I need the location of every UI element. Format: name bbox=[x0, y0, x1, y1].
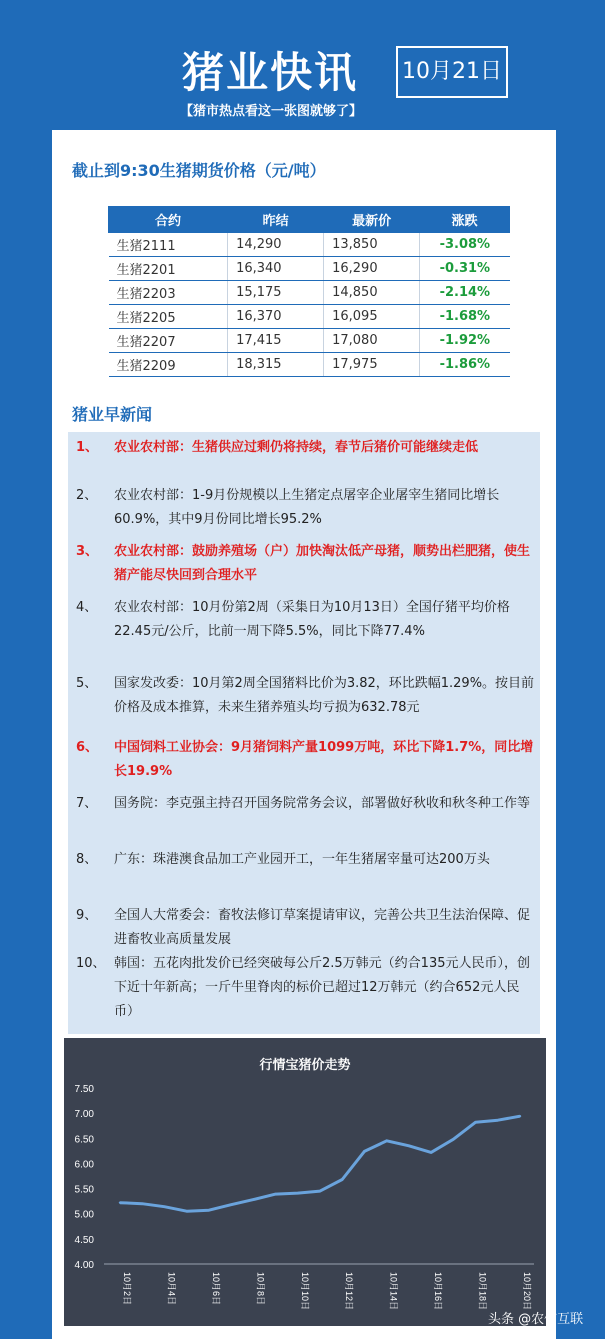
news-number: 10、 bbox=[76, 956, 106, 971]
data-point bbox=[319, 1190, 321, 1192]
table-header-cell: 最新价 bbox=[324, 207, 420, 233]
chart-title: 行情宝猪价走势 bbox=[259, 1058, 351, 1073]
table-cell: 生猪2111 bbox=[109, 233, 228, 257]
table-cell: 生猪2201 bbox=[109, 257, 228, 281]
table-header-cell: 涨跌 bbox=[420, 207, 510, 233]
x-tick-label: 10月2日 bbox=[122, 1272, 132, 1306]
data-point bbox=[252, 1198, 254, 1200]
x-tick-label: 10月14日 bbox=[388, 1272, 399, 1311]
table-cell: -2.14% bbox=[420, 281, 510, 305]
data-point bbox=[497, 1119, 499, 1121]
table-row bbox=[109, 233, 510, 257]
news-number: 3、 bbox=[76, 544, 99, 559]
data-point bbox=[141, 1202, 143, 1204]
table-header-row bbox=[109, 207, 510, 233]
table-header-cell: 合约 bbox=[109, 207, 228, 233]
date-badge: 10月21日 bbox=[396, 46, 508, 98]
news-number: 6、 bbox=[76, 740, 99, 755]
y-tick-label: 5.00 bbox=[74, 1209, 94, 1221]
data-point bbox=[430, 1151, 432, 1153]
table-cell: -1.92% bbox=[420, 329, 510, 353]
news-list bbox=[68, 432, 540, 1034]
y-tick-label: 4.50 bbox=[74, 1234, 94, 1246]
data-point bbox=[363, 1150, 365, 1152]
data-point bbox=[208, 1209, 210, 1211]
table-row bbox=[109, 305, 510, 329]
news-text: 中国饲料工业协会：9月猪饲料产量1099万吨，环比下降1.7%，同比增长19.9% bbox=[114, 740, 534, 779]
table-cell: 16,290 bbox=[324, 257, 420, 281]
table-cell: 生猪2209 bbox=[109, 353, 228, 377]
table-cell: 生猪2203 bbox=[109, 281, 228, 305]
table-cell: -1.86% bbox=[420, 353, 510, 377]
news-text: 农业农村部：鼓励养殖场（户）加快淘汰低产母猪，顺势出栏肥猪，使生猪产能尽快回到合理水平 bbox=[114, 544, 531, 583]
x-tick-label: 10月6日 bbox=[210, 1272, 221, 1306]
news-text: 农业农村部：10月份第2周（采集日为10月13日）全国仔猪平均价格22.45元/公斤，比前一周下降5.5%，同比下降77.4% bbox=[114, 600, 510, 639]
table-cell: 生猪2207 bbox=[109, 329, 228, 353]
price-chart bbox=[64, 1038, 546, 1326]
table-cell: 17,080 bbox=[324, 329, 420, 353]
news-section-title: 猪业早新闻 bbox=[72, 405, 153, 424]
futures-section-title: 截止到9:30生猪期货价格（元/吨） bbox=[72, 161, 326, 180]
table-cell: 18,315 bbox=[228, 353, 324, 377]
y-tick-label: 6.50 bbox=[74, 1134, 94, 1146]
table-row bbox=[109, 281, 510, 305]
x-tick-label: 10月4日 bbox=[166, 1272, 177, 1306]
table-cell: -0.31% bbox=[420, 257, 510, 281]
table-cell: 16,370 bbox=[228, 305, 324, 329]
data-point bbox=[408, 1145, 410, 1147]
table-cell: 16,340 bbox=[228, 257, 324, 281]
y-tick-label: 6.00 bbox=[74, 1159, 94, 1171]
header bbox=[0, 0, 605, 130]
x-tick-label: 10月16日 bbox=[433, 1272, 444, 1311]
futures-table bbox=[108, 206, 510, 377]
table-row bbox=[109, 353, 510, 377]
table-row bbox=[109, 257, 510, 281]
y-tick-label: 4.00 bbox=[74, 1260, 94, 1271]
table-cell: 15,175 bbox=[228, 281, 324, 305]
table-cell: -1.68% bbox=[420, 305, 510, 329]
page-subtitle: 【猪市热点看这一张图就够了】 bbox=[180, 104, 363, 119]
table-row bbox=[109, 329, 510, 353]
news-number: 9、 bbox=[76, 908, 98, 923]
news-number: 8、 bbox=[76, 852, 98, 867]
table-cell: 14,850 bbox=[324, 281, 420, 305]
data-point bbox=[341, 1178, 343, 1180]
chart-svg bbox=[64, 1038, 546, 1326]
news-number: 2、 bbox=[76, 488, 98, 503]
x-tick-label: 10月10日 bbox=[299, 1272, 310, 1311]
x-tick-label: 10月18日 bbox=[477, 1272, 488, 1311]
table-cell: 16,095 bbox=[324, 305, 420, 329]
data-point bbox=[452, 1138, 454, 1140]
table-cell: 17,975 bbox=[324, 353, 420, 377]
data-point bbox=[163, 1205, 165, 1207]
data-point bbox=[230, 1203, 232, 1205]
news-text: 国家发改委：10月第2周全国猪料比价为3.82，环比跌幅1.29%。按目前价格及成本推算，未来生猪养殖头均亏损为632.78元 bbox=[114, 676, 535, 715]
news-text: 广东：珠港澳食品加工产业园开工，一年生猪屠宰量可达200万头 bbox=[114, 852, 490, 867]
x-tick-label: 10月8日 bbox=[255, 1272, 266, 1306]
news-text: 国务院：李克强主持召开国务院常务会议，部署做好秋收和秋冬种工作等 bbox=[114, 796, 531, 811]
y-tick-label: 7.00 bbox=[74, 1109, 94, 1121]
news-text: 韩国：五花肉批发价已经突破每公斤2.5万韩元（约合135元人民币），创下近十年新高；一斤牛里脊肉的标价已超过12万韩元（约合652元人民币） bbox=[114, 956, 530, 1019]
series-line bbox=[120, 1116, 520, 1211]
x-tick-label: 10月20日 bbox=[522, 1272, 532, 1311]
table-cell: 13,850 bbox=[324, 233, 420, 257]
data-point bbox=[274, 1193, 276, 1195]
news-number: 1、 bbox=[76, 440, 99, 455]
table-header-cell: 昨结 bbox=[228, 207, 324, 233]
x-tick-label: 10月12日 bbox=[344, 1272, 355, 1311]
news-text: 农业农村部：生猪供应过剩仍将持续，春节后猪价可能继续走低 bbox=[114, 440, 479, 455]
table-cell: -3.08% bbox=[420, 233, 510, 257]
table-cell: 14,290 bbox=[228, 233, 324, 257]
news-text: 农业农村部：1-9月份规模以上生猪定点屠宰企业屠宰生猪同比增长60.9%，其中9月份同比增长95.2% bbox=[114, 488, 500, 527]
table-cell: 生猪2205 bbox=[109, 305, 228, 329]
news-number: 4、 bbox=[76, 600, 98, 615]
table-cell: 17,415 bbox=[228, 329, 324, 353]
data-point bbox=[297, 1192, 299, 1194]
page-title: 猪业快讯 bbox=[182, 48, 359, 97]
y-tick-label: 5.50 bbox=[74, 1184, 94, 1196]
data-point bbox=[185, 1210, 187, 1212]
news-number: 7、 bbox=[76, 796, 98, 811]
data-point bbox=[519, 1115, 521, 1117]
data-point bbox=[385, 1140, 387, 1142]
y-tick-label: 7.50 bbox=[74, 1084, 94, 1095]
watermark: 头条 @农信互联 bbox=[488, 1312, 584, 1327]
news-text: 全国人大常委会：畜牧法修订草案提请审议，完善公共卫生法治保障、促进畜牧业高质量发展 bbox=[114, 908, 531, 947]
news-number: 5、 bbox=[76, 676, 98, 691]
data-point bbox=[119, 1201, 121, 1203]
data-point bbox=[474, 1121, 476, 1123]
